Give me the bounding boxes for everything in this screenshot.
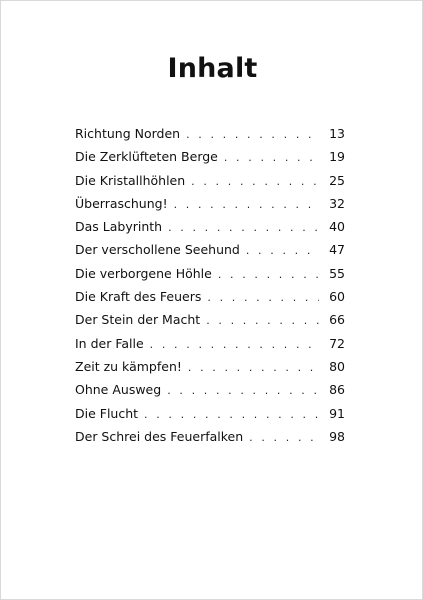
toc-leader-dots <box>167 379 319 402</box>
toc-entry-page: 40 <box>329 219 345 235</box>
toc-leader-dots <box>168 216 319 239</box>
toc-entry-page: 80 <box>329 358 345 374</box>
toc-leader-dots <box>249 426 319 449</box>
toc-entry <box>75 332 345 355</box>
toc-entry-page: 25 <box>329 172 345 188</box>
toc-entry-title: Die Kristallhöhlen <box>75 172 186 188</box>
toc-entry-page: 47 <box>329 242 345 258</box>
toc-entry-title: Die Zerklüfteten Berge <box>75 149 218 165</box>
toc-leader-dots <box>191 170 319 193</box>
toc-leader-dots <box>174 193 319 216</box>
toc-leader-dots <box>246 239 319 262</box>
toc-entry-page: 60 <box>329 289 345 305</box>
toc-entry-page: 55 <box>329 265 345 281</box>
toc-leader-dots <box>206 309 319 332</box>
toc-leader-dots <box>188 356 319 379</box>
toc-entry <box>75 122 345 145</box>
toc-entry-title: Zeit zu kämpfen! <box>75 358 182 374</box>
toc-entry <box>75 215 345 238</box>
toc-entry <box>75 262 345 285</box>
toc-leader-dots <box>218 263 319 286</box>
page-title: Inhalt <box>167 53 258 84</box>
toc-entry <box>75 308 345 331</box>
toc-entry <box>75 145 345 168</box>
toc-entry-title: Der verschollene Seehund <box>75 242 240 258</box>
toc-entry-title: Das Labyrinth <box>75 219 163 235</box>
toc-leader-dots <box>144 403 319 426</box>
toc-entry <box>75 238 345 261</box>
toc-entry-page: 86 <box>329 382 345 398</box>
toc-entry <box>75 425 345 448</box>
toc-entry <box>75 192 345 215</box>
toc-entry-title: Ohne Ausweg <box>75 382 162 398</box>
toc-entry-title: Der Schrei des Feuerfalken <box>75 428 244 444</box>
table-of-contents <box>75 122 345 448</box>
toc-entry-page: 66 <box>329 312 345 328</box>
toc-entry-page: 19 <box>329 149 345 165</box>
toc-leader-dots <box>224 146 319 169</box>
toc-entry-title: Die verborgene Höhle <box>75 265 212 281</box>
toc-entry <box>75 169 345 192</box>
toc-entry-title: Der Stein der Macht <box>75 312 201 328</box>
toc-leader-dots <box>207 286 319 309</box>
toc-entry <box>75 402 345 425</box>
toc-leader-dots <box>186 123 319 146</box>
toc-entry-page: 72 <box>329 335 345 351</box>
toc-leader-dots <box>150 333 319 356</box>
toc-entry <box>75 355 345 378</box>
toc-entry-title: Überraschung! <box>75 195 168 211</box>
toc-entry-title: In der Falle <box>75 335 144 351</box>
toc-entry-page: 91 <box>329 405 345 421</box>
toc-entry <box>75 378 345 401</box>
toc-entry-page: 32 <box>329 195 345 211</box>
toc-entry-title: Richtung Norden <box>75 126 181 141</box>
toc-entry-page: 98 <box>329 428 345 444</box>
toc-entry-title: Die Flucht <box>75 405 139 421</box>
toc-entry-page: 13 <box>329 126 345 141</box>
toc-entry-title: Die Kraft des Feuers <box>75 289 202 305</box>
toc-entry <box>75 285 345 308</box>
